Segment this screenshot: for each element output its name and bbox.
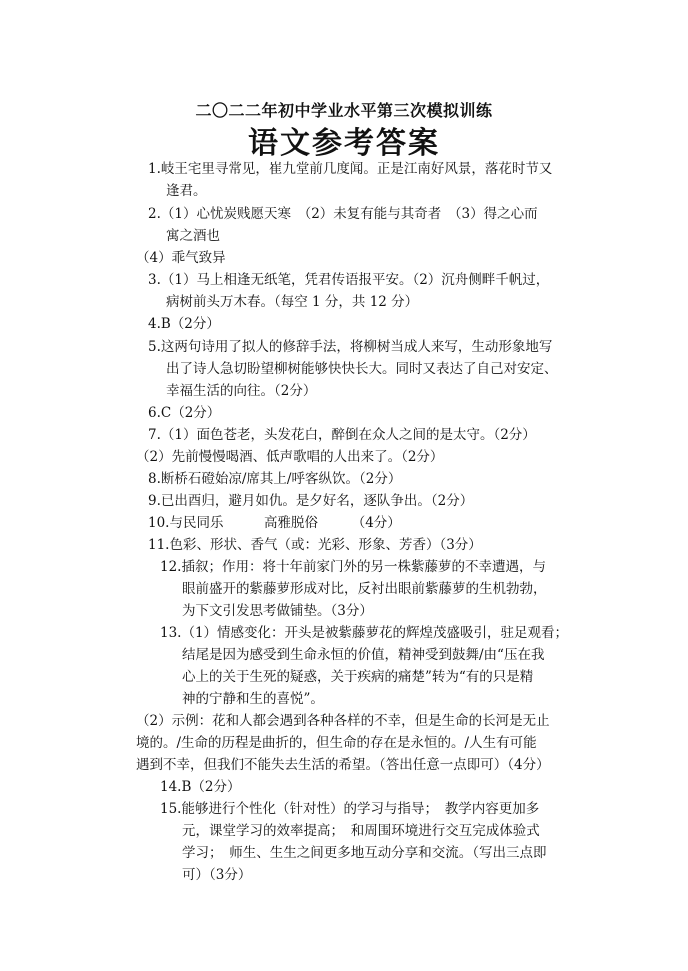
answer-line: 学习； 师生、生生之间更多地互动分享和交流。（写出三点即 [182,845,547,861]
answer-line: 幸福生活的向往。（2分） [166,383,317,399]
answer-line: 神的宁静和生的喜悦”。 [182,691,324,707]
answer-line: 3.（1）马上相逢无纸笔，凭君传语报平安。（2）沉舟侧畔千帆过， [148,272,550,288]
answer-line: 遇到不幸，但我们不能失去生活的希望。（答出任意一点即可）（4分） [136,757,550,773]
answer-line: （2）先前慢慢喝酒、低声歌唱的人出来了。（2分） [136,449,444,465]
answer-line: 12.插叙；作用：将十年前家门外的另一株紫藤萝的不幸遭遇，与 [160,559,546,575]
answer-line: 13.（1）情感变化：开头是被紫藤萝花的辉煌茂盛吸引，驻足观看； [160,625,569,641]
answer-line: 可）（3分） [182,867,252,883]
answer-line: 6.C（2分） [148,405,221,421]
answer-line: 境的。/生命的历程是曲折的，但生命的存在是永恒的。/人生有可能 [136,735,537,751]
answer-line: 1.岐王宅里寻常见，崔九堂前几度闻。正是江南好风景，落花时节又 [148,161,553,177]
answer-line: 元，课堂学习的效率提高； 和周围环境进行交互完成体验式 [182,823,540,839]
answer-line: （4）乖气致异 [136,250,226,266]
answer-line: 11.色彩、形状、香气（或：光彩、形象、芳香）（3分） [148,537,482,553]
answer-line: 2.（1）心忧炭贱愿天寒 （2）未复有能与其奇者 （3）得之心而 [148,206,538,222]
answer-line: 病树前头万木春。（每空 1 分，共 12 分） [166,294,419,310]
answer-line: 出了诗人急切盼望柳树能够快快长大。同时又表达了自己对安定、 [166,361,558,377]
answer-line: 为下文引发思考做铺垫。（3分） [182,603,373,619]
answer-line: 8.断桥石磴始凉/席其上/呼客纵饮。（2分） [148,471,402,487]
answer-line: 9.已出酉归，避月如仇。是夕好名，逐队争出。（2分） [148,493,474,509]
answer-line: 寓之酒也 [166,228,220,244]
answer-line: 15.能够进行个性化（针对性）的学习与指导； 教学内容更加多 [160,801,540,817]
answer-line: 10.与民同乐 高雅脱俗 （4分） [148,515,401,531]
answer-line: 逢君。 [166,183,207,199]
answer-line: 结尾是因为感受到生命永恒的价值，精神受到鼓舞/由“压在我 [182,647,545,663]
exam-title: 二〇二二年初中学业水平第三次模拟训练 [195,101,493,120]
answer-line: （2）示例：花和人都会遇到各种各样的不幸，但是生命的长河是无止 [136,713,550,729]
answer-line: 14.B（2分） [160,779,241,795]
answer-line: 5.这两句诗用了拟人的修辞手法，将柳树当成人来写，生动形象地写 [148,339,553,355]
answer-key-title: 语文参考答案 [248,126,440,161]
answer-line: 眼前盛开的紫藤萝形成对比，反衬出眼前紫藤萝的生机勃勃， [182,581,547,597]
answer-line: 心上的关于生死的疑惑，关于疾病的痛楚”转为“有的只是精 [182,669,534,685]
answer-line: 7.（1）面色苍老，头发花白，醉倒在众人之间的是太守。（2分） [148,427,536,443]
answer-line: 4.B（2分） [148,316,220,332]
